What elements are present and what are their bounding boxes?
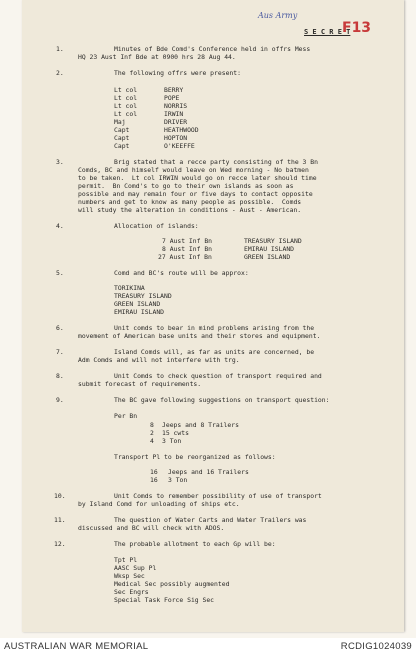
island-name: EMIRAU ISLAND [244,245,295,253]
officer-name: O'KEEFFE [164,142,195,150]
officer-name: HEATHWOOD [164,126,199,134]
item-number: 1. [56,45,64,53]
item-number: 6. [56,324,64,332]
item-line: discussed and BC will check with ADOS. [78,524,225,532]
transport-item: 3 Ton [162,437,182,445]
officer-rank: Capt [114,134,130,142]
item-line: Minutes of Bde Comd's Conference held in offrs Mess [114,45,311,53]
allotment-item: Sec Engrs [114,588,149,596]
item-line: Unit Comds to remember possibility of use of transport [114,492,322,500]
item-line: HQ 23 Aust Inf Bde at 0900 hrs 28 Aug 44. [78,53,236,61]
officer-rank: Lt col [114,86,138,94]
item-line: The following offrs were present: [114,69,241,77]
officer-name: POPE [164,94,180,102]
island-name: GREEN ISLAND [244,253,291,261]
transport-qty: 2 [150,429,154,437]
allotment-item: Special Task Force Sig Sec [114,596,215,604]
item-line: Unit Comds to check question of transport required and [114,372,322,380]
officer-rank: Lt col [114,94,138,102]
route-stop: GREEN ISLAND [114,300,161,308]
officer-name: IRWIN [164,110,184,118]
item-number: 7. [56,348,64,356]
officer-rank: Lt col [114,110,138,118]
footer-institution: AUSTRALIAN WAR MEMORIAL [4,641,149,652]
transport-item: 15 cwts [162,429,189,437]
item-line: permit. Bn Comd's to go to their own islands as soon as [78,182,294,190]
officer-name: BERRY [164,86,184,94]
item-number: 3. [56,158,64,166]
officer-rank: Lt col [114,102,138,110]
item-line: Unit comds to bear in mind problems arising from the [114,324,315,332]
route-stop: TORIKINA [114,284,145,292]
officer-rank: Maj [114,118,126,126]
route-stop: TREASURY ISLAND [114,292,172,300]
item-line: The BC gave following suggestions on transport question: [114,396,330,404]
transport-qty: 16 [150,468,158,476]
item-line: Brig stated that a recce party consisting of the 3 Bn [114,158,318,166]
handwritten-note: Aus Army [258,11,298,20]
item-number: 10. [54,492,66,500]
item-line: by Island Comd for unloading of ships etc. [78,500,240,508]
item-line: Comd and BC's route will be approx: [114,269,249,277]
officer-rank: Capt [114,126,130,134]
item-number: 8. [56,372,64,380]
island-unit: 27 Aust Inf Bn [158,253,212,261]
transport-qty: 16 [150,476,158,484]
item-line: numbers and get to know as many people as possible. Comds [78,198,302,206]
item-line: The question of Water Carts and Water Trailers was [114,516,307,524]
transport-qty: 8 [150,421,154,429]
item-number: 9. [56,396,64,404]
item-line: will study the alteration in conditions - Aust - American. [78,206,302,214]
item-line: Comds, BC and himself would leave on Wed morning - No batmen [78,166,309,174]
item-line: Adm Comds and will not interfere with trg. [78,356,240,364]
route-stop: EMIRAU ISLAND [114,308,165,316]
item-line: movement of American base units and their stores and equipment. [78,332,321,340]
item-line: Allocation of islands: [114,222,199,230]
transport-item: Jeeps and 8 Trailers [162,421,239,429]
paper-page [22,0,404,632]
island-unit: 7 Aust Inf Bn [162,237,213,245]
transport-item: Jeeps and 16 Trailers [168,468,249,476]
allotment-item: Medical Sec possibly augmented [114,580,230,588]
allotment-item: Tpt Pl [114,556,138,564]
item-line: to be taken. Lt col IRWIN would go on recce later should time [78,174,317,182]
item-number: 12. [54,540,66,548]
island-unit: 8 Aust Inf Bn [162,245,213,253]
item-number: 2. [56,69,64,77]
item-number: 5. [56,269,64,277]
allotment-item: AASC Sup Pl [114,564,157,572]
item-line: submit forecast of requirements. [78,380,202,388]
item-line: The probable allotment to each Gp will be: [114,540,276,548]
officer-name: DRIVER [164,118,188,126]
allotment-item: Wksp Sec [114,572,145,580]
item-line: Island Comds will, as far as units are concerned, be [114,348,315,356]
item-number: 4. [56,222,64,230]
classification-heading: S E C R E T [304,28,351,36]
officer-rank: Capt [114,142,130,150]
archive-footer [0,638,416,654]
item-number: 11. [54,516,66,524]
officer-name: NORRIS [164,102,188,110]
item-line: possible and may remain four or five days to contact opposite [78,190,313,198]
transport-qty: 4 [150,437,154,445]
transport-item: 3 Ton [168,476,188,484]
transport-per-bn-label: Per Bn [114,412,138,420]
officer-name: HOPTON [164,134,188,142]
handwritten-ref: F13 [342,20,372,36]
footer-id: RCDIG1024039 [340,641,412,652]
transport-reorg-line: Transport Pl to be reorganized as follows: [114,453,276,461]
island-name: TREASURY ISLAND [244,237,302,245]
